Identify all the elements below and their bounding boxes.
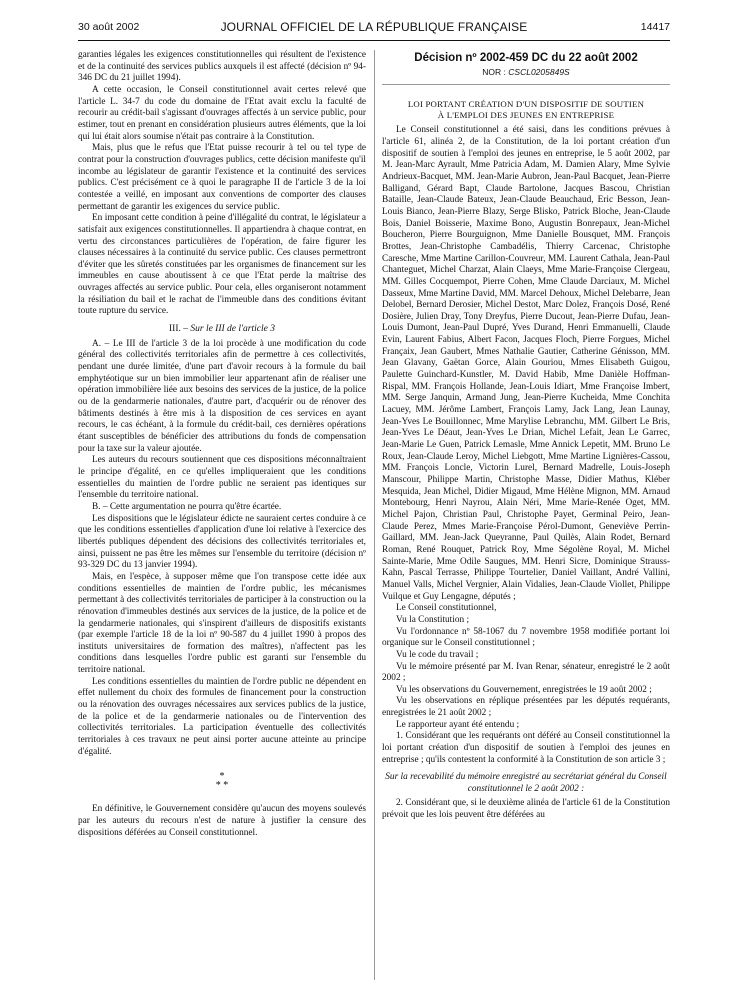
right-column	[382, 50, 670, 822]
header-rule	[78, 40, 670, 41]
paragraph: Le Conseil constitutionnel a été saisi, dans les conditions prévues à l'article 61, alinéa 2, de la Constitution, de la loi portant création d'un dispositif de soutien à l'emploi des jeunes en entreprise, le 5 août 2002, par M. Jean-Marc Ayrault, Mme Patricia Adam, M. Damien Alary, Mme Sylvie Andrieux-Bacquet, MM. Jean-Marie Aubron, Jean-Paul Bacquet, Jean-Pierre Balligand, Gérard Bapt, Claude Bartolone, Jacques Bascou, Christian Bataille, Jean-Claude Bateux, Jean-Claude Beauchaud, Eric Besson, Jean-Louis Bianco, Jean-Pierre Blazy, Serge Blisko, Patrick Bloche, Jean-Claude Bois, Daniel Boisserie, Maxime Bono, Augustin Bonrepaux, Jean-Michel Boucheron, Pierre Bourguignon, Mme Danielle Bousquet, MM. François Brottes, Jean-Christophe Cambadélis, Thierry Carcenac, Christophe Caresche, Mme Martine Carillon-Couvreur, MM. Laurent Cathala, Jean-Paul Chanteguet, Michel Charzat, Alain Claeys, Mme Marie-Françoise Clergeau, MM. Gilles Cocquempot, Pierre Cohen, Mme Claude Darciaux, M. Michel Dasseux, Mme Martine David, MM. Marcel Dehoux, Michel Delebarre, Jean Delobel, Bernard Derosier, Michel Destot, Marc Dolez, François Dosé, René Dosière, Julien Dray, Tony Dreyfus, Pierre Ducout, Jean-Pierre Dufau, Jean-Louis Dumont, Jean-Paul Dupré, Yves Durand, Henri Emmanuelli, Claude Evin, Laurent Fabius, Albert Facon, Jacques Floch, Pierre Forgues, Michel Françaix, Jean Gaubert, Mmes Nathalie Gautier, Catherine Génisson, MM. Jean Glavany, Gaëtan Gorce, Alain Gouriou, Mmes Elisabeth Guigou, Paulette Guinchard-Kunstler, M. David Habib, Mme Danièle Hoffman-Rispal, MM. François Hollande, Jean-Louis Idiart, Mme Françoise Imbert, MM. Serge Janquin, Armand Jung, Jean-Pierre Kucheida, Mme Conchita Lacuey, MM. Jérôme Lambert, François Lamy, Jack Lang, Jean Launay, Jean-Yves Le Bouillonnec, Mme Marylise Lebranchu, MM. Gilbert Le Bris, Jean-Yves Le Déaut, Jean-Yves Le Drian, Michel Lefait, Jean Le Garrec, Jean-Marie Le Guen, Patrick Lemasle, Mme Annick Lepetit, MM. Bruno Le Roux, Jean-Claude Leroy, Michel Liebgott, Mme Martine Lignières-Cassou, MM. François Loncle, Victorin Lurel, Bernard Madrelle, Louis-Joseph Manscour, Philippe Martin, Christophe Masse, Didier Mathus, Kléber Mesquida, Jean Michel, Didier Migaud, Mme Hélène Mignon, MM. Arnaud Montebourg, Henri Nayrou, Alain Néri, Mme Marie-Renée Oget, MM. Michel Pajon, Christian Paul, Christophe Payet, Germinal Peiro, Jean-Claude Perez, Mmes Marie-Françoise Pérol-Dumont, Geneviève Perrin-Gaillard, MM. Jean-Jack Queyranne, Paul Quilès, Alain Rodet, Bernard Roman, René Rouquet, Patrick Roy, Mme Ségolène Royal, M. Michel Sainte-Marie, Mme Odile Saugues, MM. Henri Sicre, Dominique Strauss-Kahn, Pascal Terrasse, Philippe Tourtelier, Daniel Vaillant, André Vallini, Manuel Valls, Michel Vergnier, Alain Vidalies, Jean-Claude Viollet, Philippe Vuilque et Guy Lengagne, députés ;	[382, 125, 670, 602]
paragraph: Le rapporteur ayant été entendu ;	[396, 719, 520, 730]
paragraph: Vu l'ordonnance nº 58-1067 du 7 novembre 1958 modifiée portant loi organique sur le Conseil constitutionnel ;	[382, 626, 670, 649]
italic-heading: Sur la recevabilité du mémoire enregistré au secrétariat général du Conseil constitutionnel le 2 août 2002 :	[385, 772, 667, 794]
paragraph: Vu les observations en réplique présentées par les députés requérants, enregistrées le 21 août 2002 ;	[382, 696, 670, 719]
paragraph: 2. Considérant que, si le deuxième alinéa de l'article 61 de la Constitution prévoit que les lois peuvent être déférées au	[382, 798, 670, 821]
nor-reference	[382, 67, 670, 79]
paragraph: Les dispositions que le législateur édicte ne sauraient certes conduire à ce que les conditions essentielles d'application d'une loi relative à l'exercice des libertés publiques dépendent des décisions des collectivités territoriales et, ainsi, puissent ne pas être les mêmes sur l'ensemble du territoire (décision nº 93-329 DC du 13 janvier 1994).	[78, 513, 366, 571]
paragraph: Mais, en l'espèce, à supposer même que l'on transpose cette idée aux conditions essentielles de maintien de l'ordre public, les mécanismes permettant à des collectivités territoriales de participer à la construction ou la rénovation d'immeubles destinés aux services de la justice, de la police et de la gendarmerie nationales, qui s'inspirent d'ailleurs de dispositifs existants (par exemple l'article 18 de la loi nº 90-587 du 4 juillet 1990 à propos des instituts universitaires de formation des maîtres), n'affectent pas les conditions dans lesquelles l'ordre public est garanti sur l'ensemble du territoire national.	[78, 571, 366, 676]
nor-label: NOR :	[482, 66, 506, 77]
separator-star: *	[219, 771, 225, 783]
paragraph: Mais, plus que le refus que l'Etat puisse recourir à tel ou tel type de contrat pour la construction d'ouvrages publics, cette décision manifeste qu'il incombe au législateur de garantir l'existence et la continuité des services publics. C'est précisément ce à quoi le paragraphe II de l'article 3 de la loi contestée a veillé, en imposant aux conventions de comporter des clauses permettant de garantir les exigences du service public.	[78, 143, 366, 212]
column-divider	[374, 50, 375, 980]
header-date: 30 août 2002	[78, 21, 140, 33]
separator-stars: * *	[215, 780, 229, 792]
paragraph: B. – Cette argumentation ne pourra qu'être écartée.	[92, 501, 282, 512]
journal-title: JOURNAL OFFICIEL DE LA RÉPUBLIQUE FRANÇAISE	[220, 20, 528, 34]
page-number: 14417	[640, 21, 670, 33]
section-heading	[78, 324, 366, 336]
paragraph: A cette occasion, le Conseil constitutionnel avait certes relevé que l'article L. 34-7 du code du domaine de l'Etat avait exclu la faculté de recourir au crédit-bail s'agissant d'ouvrages affectés à un service public, pour estimer, tout en prenant en considération plusieurs autres éléments, que la loi qui lui était alors soumise n'était pas contraire à la Constitution.	[78, 84, 366, 142]
left-column	[78, 50, 366, 839]
paragraph: Vu le code du travail ;	[396, 649, 479, 660]
law-title	[382, 99, 670, 121]
page-header	[78, 18, 670, 38]
paragraph: Le Conseil constitutionnel,	[396, 603, 497, 614]
law-title-line: À L'EMPLOI DES JEUNES EN ENTREPRISE	[437, 110, 615, 121]
paragraph: Vu le mémoire présenté par M. Ivan Renar, sénateur, enregistré le 2 août 2002 ;	[382, 661, 670, 684]
decision-rule	[382, 84, 670, 85]
paragraph: Vu la Constitution ;	[396, 614, 470, 625]
section-title: Sur le III de l'article 3	[190, 324, 275, 335]
law-title-line: LOI PORTANT CRÉATION D'UN DISPOSITIF DE SOUTIEN	[407, 99, 645, 110]
paragraph: En imposant cette condition à peine d'illégalité du contrat, le législateur a satisfait aux exigences constitutionnelles. Il appartiendra à chaque contrat, en vertu des circonstances particulières de l'opération, de faire figurer les clauses nécessaires à la continuité du service public. Ces clauses permettront d'éviter que les sûretés constituées par les organismes de financement sur les immeubles en cause aboutissent à ce que l'Etat perde la maîtrise des ouvrages affectés au service public. Pour cela, elles organiseront notamment la résiliation du bail et le rachat de l'immeuble dans des conditions évitant toute rupture du service.	[78, 213, 366, 317]
paragraph: Les conditions essentielles du maintien de l'ordre public ne dépendent en effet nullement du choix des formules de financement pour la construction ou la rénovation des ouvrages nécessaires aux services publics de la justice, de la police et de la gendarmerie nationales ou de l'intervention des collectivités territoriales. La participation éventuelle des collectivités territoriales à ces travaux ne peut ainsi porter aucune atteinte au principe d'égalité.	[78, 676, 366, 757]
paragraph: Vu les observations du Gouvernement, enregistrées le 19 août 2002 ;	[396, 684, 652, 695]
section-separator	[78, 772, 366, 790]
paragraph: A. – Le III de l'article 3 de la loi procède à une modification du code général des collectivités territoriales afin de permettre à ces collectivités, pendant une durée limitée, d'une part d'avoir recours à la formule du bail emphytéotique sur un bien immobilier leur appartenant afin de réaliser une opération immobilière liée aux besoins des services de la justice, de la police ou de la gendarmerie nationales, d'autre part, d'acquérir ou de rénover des bâtiments destinés à être mis à la disposition de ces services en ayant recours, le cas échéant, à la formule du crédit-bail, ces dernières opérations étant susceptibles de bénéficier des attributions du fonds de compensation pour la taxe sur la valeur ajoutée.	[78, 338, 366, 454]
paragraph: Les auteurs du recours soutiennent que ces dispositions méconnaîtraient le principe d'égalité, en ce qu'elles impliqueraient que les conditions essentielles du maintien de l'ordre public ne seraient pas identiques sur l'ensemble du territoire national.	[78, 455, 366, 501]
nor-code: CSCL0205849S	[508, 66, 570, 77]
paragraph: garanties légales les exigences constitutionnelles qui résultent de l'existence et de la continuité des services publics auxquels il est affecté (décision nº 94-346 DC du 21 juillet 1994).	[78, 50, 366, 84]
paragraph: 1. Considérant que les requérants ont déféré au Conseil constitutionnel la loi portant création d'un dispositif de soutien à l'emploi des jeunes en entreprise ; qu'ils contestent la conformité à la Constitution de son article 3 ;	[382, 731, 670, 765]
decision-title: Décision nº 2002-459 DC du 22 août 2002	[414, 52, 638, 64]
section-number: III. –	[169, 324, 188, 335]
paragraph: En définitive, le Gouvernement considère qu'aucun des moyens soulevés par les auteurs du recours n'est de nature à justifier la censure des dispositions déférées au Conseil constitutionnel.	[78, 804, 366, 838]
